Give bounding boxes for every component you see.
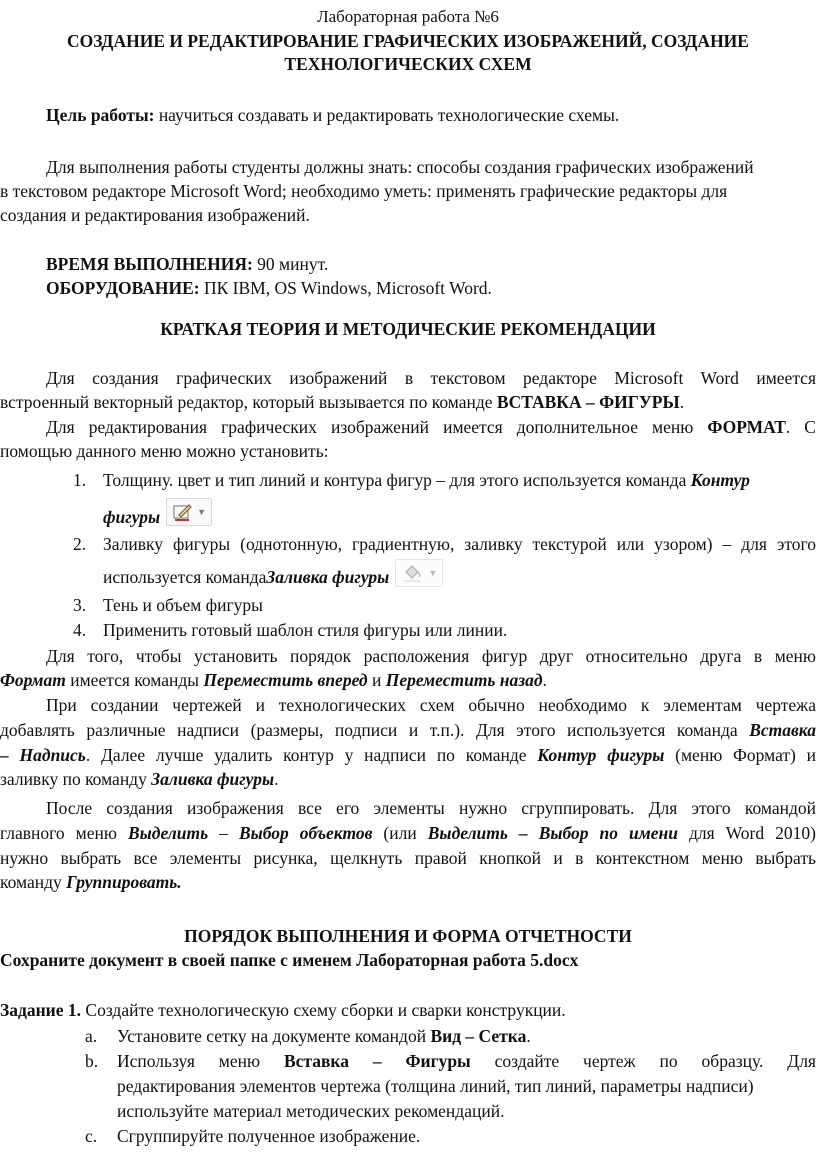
step-letter-b: b. — [85, 1051, 99, 1071]
list-item-1-cont: фигуры ▼ — [103, 499, 212, 525]
chevron-down-icon: ▼ — [197, 507, 207, 517]
theory-p3-line-2: Формат имеется команды Переместить вперед и Переместить назад. — [0, 670, 547, 690]
step-letter-c: c. — [85, 1126, 98, 1146]
requirements-line-2: в текстовом редакторе Microsoft Word; необходимо уметь: применять графические редакторы для — [0, 181, 728, 201]
procedure-heading: ПОРЯДОК ВЫПОЛНЕНИЯ И ФОРМА ОТЧЕТНОСТИ — [184, 926, 632, 946]
theory-p2-line-1: Для редактирования графических изображений имеется дополнительное меню ФОРМАТ. С — [46, 417, 816, 437]
title-line-2: ТЕХНОЛОГИЧЕСКИХ СХЕМ — [284, 54, 532, 74]
theory-heading: КРАТКАЯ ТЕОРИЯ И МЕТОДИЧЕСКИЕ РЕКОМЕНДАЦИИ — [160, 319, 656, 339]
time-value: 90 минут. — [252, 254, 329, 274]
list-item-2-cont: используется команда Заливка фигуры ▼ — [103, 560, 443, 586]
equipment-value: ПК IBM, OS Windows, Microsoft Word. — [199, 278, 492, 298]
list-number-3: 3. — [73, 595, 87, 615]
save-note: Сохраните документ в своей папке с именем Лабораторная работа 5.docx — [0, 950, 579, 970]
theory-p4-line-2: добавлять различные надписи (размеры, подписи и т.п.). Для этого используется команда Вставка — [0, 720, 816, 740]
step-b-line-3: используйте материал методических рекомендаций. — [117, 1101, 505, 1121]
paint-bucket-icon[interactable] — [395, 559, 443, 587]
step-b-line-2: редактирования элементов чертежа (толщина линий, тип линий, параметры надписи) — [117, 1076, 754, 1096]
list-item-3: Тень и объем фигуры — [103, 595, 263, 615]
theory-p5-line-1: После создания изображения все его элементы нужно сгруппировать. Для этого командой — [46, 798, 816, 818]
theory-p2-line-2: помощью данного меню можно установить: — [0, 441, 329, 461]
requirements-line-1: Для выполнения работы студенты должны знать: способы создания графических изображений — [46, 157, 754, 177]
list-item-4: Применить готовый шаблон стиля фигуры или линии. — [103, 620, 508, 640]
list-number-1: 1. — [73, 470, 87, 490]
theory-p3-line-1: Для того, чтобы установить порядок расположения фигур друг относительно друга в меню — [46, 646, 816, 666]
list-number-2: 2. — [73, 534, 87, 554]
requirements-line-3: создания и редактирования изображений. — [0, 205, 310, 225]
theory-p4-line-3: – Надпись. Далее лучше удалить контур у надписи по команде Контур фигуры (меню Формат) и — [0, 745, 816, 765]
equipment-line — [46, 277, 492, 299]
time-label: ВРЕМЯ ВЫПОЛНЕНИЯ: — [46, 254, 253, 274]
step-b-line-1: Используя меню Вставка – Фигуры создайте чертеж по образцу. Для — [117, 1051, 816, 1071]
chevron-down-icon: ▼ — [428, 568, 438, 578]
equipment-label: ОБОРУДОВАНИЕ: — [46, 278, 200, 298]
goal-text: научиться создавать и редактировать технологические схемы. — [154, 105, 620, 125]
list-item-2: Заливку фигуры (однотонную, градиентную, заливку текстурой или узором) – для этого — [103, 534, 816, 554]
step-letter-a: a. — [85, 1026, 98, 1046]
theory-p4-line-1: При создании чертежей и технологических схем обычно необходимо к элементам чертежа — [46, 695, 816, 715]
goal-paragraph — [46, 104, 619, 126]
list-number-4: 4. — [73, 620, 87, 640]
theory-p5-line-2: главного меню Выделить – Выбор объектов (или Выделить – Выбор по имени для Word 2010) — [0, 823, 816, 843]
theory-p5-line-3: нужно выбрать все элементы рисунка, щелкнуть правой кнопкой и в контекстном меню выбрать — [0, 848, 816, 868]
task-1: Задание 1. Создайте технологическую схему сборки и сварки конструкции. — [0, 1000, 566, 1020]
theory-p5-line-4: команду Группировать. — [0, 872, 182, 892]
lab-number: Лабораторная работа №6 — [317, 7, 499, 26]
step-c: Сгруппируйте полученное изображение. — [117, 1126, 421, 1146]
time-line — [46, 253, 328, 275]
goal-label: Цель работы: — [46, 105, 155, 125]
title-line-1: СОЗДАНИЕ И РЕДАКТИРОВАНИЕ ГРАФИЧЕСКИХ ИЗОБРАЖЕНИЙ, СОЗДАНИЕ — [67, 31, 749, 51]
step-a: Установите сетку на документе командой Вид – Сетка. — [117, 1026, 531, 1046]
pencil-outline-icon[interactable] — [166, 498, 212, 526]
theory-p1-line-1: Для создания графических изображений в текстовом редакторе Microsoft Word имеется — [46, 368, 816, 388]
theory-p4-line-4: заливку по команду Заливка фигуры. — [0, 769, 279, 789]
list-item-1: Толщину. цвет и тип линий и контура фигур – для этого используется команда Контур — [103, 470, 750, 490]
theory-p1-line-2: встроенный векторный редактор, который вызывается по команде ВСТАВКА – ФИГУРЫ. — [0, 392, 685, 412]
